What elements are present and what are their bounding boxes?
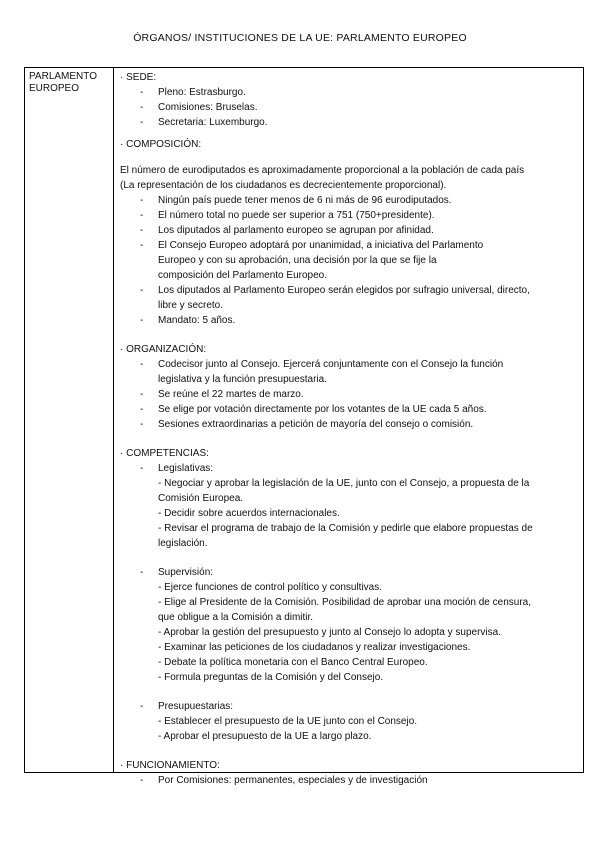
section-heading-composicion: · COMPOSICIÓN:	[120, 139, 202, 150]
competencias-presupuestarias	[120, 699, 575, 714]
row-label-line: PARLAMENTO	[29, 71, 97, 82]
row-label-line: EUROPEO	[29, 83, 80, 94]
list-item: - Supervisión:	[120, 565, 575, 580]
text-line: Comisión Europea.	[158, 493, 244, 504]
competencias-legislativas	[120, 461, 575, 476]
row-label-cell	[29, 71, 111, 95]
organizacion-list	[120, 357, 575, 432]
list-item: - Por Comisiones: permanentes, especiales y de investigación	[120, 773, 575, 788]
list-item: - Pleno: Estrasburgo.	[120, 85, 575, 100]
text-line: - Negociar y aprobar la legislación de la UE, junto con el Consejo, a propuesta de la	[158, 478, 530, 489]
list-item: - Sesiones extraordinarias a petición de mayoría del consejo o comisión.	[120, 417, 575, 432]
supervision-lines	[120, 580, 575, 685]
list-item: - Los diputados al parlamento europeo se agrupan por afinidad.	[120, 223, 575, 238]
text-line: - Revisar el programa de trabajo de la Comisión y pedirle que elabore propuestas de	[158, 523, 533, 534]
list-item: - Se reúne el 22 martes de marzo.	[120, 387, 575, 402]
list-item: - Ningún país puede tener menos de 6 ni más de 96 eurodiputados.	[120, 193, 575, 208]
list-item: - Legislativas:	[120, 461, 575, 476]
list-item: - Comisiones: Bruselas.	[120, 100, 575, 115]
list-item: - Presupuestarias:	[120, 699, 575, 714]
competencias-supervision	[120, 565, 575, 580]
section-heading-organizacion: · ORGANIZACIÓN:	[120, 344, 207, 355]
text-line: legislación.	[158, 538, 208, 549]
list-item: - Se elige por votación directamente por los votantes de la UE cada 5 años.	[120, 402, 575, 417]
column-divider	[113, 68, 114, 772]
list-item: - Codecisor junto al Consejo. Ejercerá conjuntamente con el Consejo la función legislativa y la función presupuestaria.	[120, 357, 575, 387]
content-cell	[120, 68, 575, 788]
sede-list	[120, 85, 575, 130]
text-line: - Debate la política monetaria con el Banco Central Europeo.	[158, 657, 428, 668]
list-item: - Secretaria: Luxemburgo.	[120, 115, 575, 130]
text-line: - Ejerce funciones de control político y consultivas.	[158, 582, 382, 593]
list-item: - Los diputados al Parlamento Europeo serán elegidos por sufragio universal, directo, libre y secreto.	[120, 283, 575, 313]
paragraph-line: El número de eurodiputados es aproximadamente proporcional a la población de cada país	[120, 165, 525, 176]
list-item: - El número total no puede ser superior a 751 (750+presidente).	[120, 208, 575, 223]
funcionamiento-list	[120, 773, 575, 788]
presupuestarias-lines	[120, 714, 575, 744]
text-line: - Examinar las peticiones de los ciudadanos y realizar investigaciones.	[158, 642, 471, 653]
composicion-list	[120, 193, 575, 328]
text-line: - Formula preguntas de la Comisión y del Consejo.	[158, 672, 384, 683]
text-line: - Elige al Presidente de la Comisión. Posibilidad de aprobar una moción de censura,	[158, 597, 531, 608]
content-table	[24, 67, 584, 786]
list-item: - El Consejo Europeo adoptará por unanimidad, a iniciativa del Parlamento Europeo y con su aprobación, una decisión por la que se fije la composición del Parlamento Europeo.	[120, 238, 575, 283]
text-line: que obligue a la Comisión a dimitir.	[158, 612, 314, 623]
legislativas-lines	[120, 476, 575, 551]
text-line: - Decidir sobre acuerdos internacionales.	[158, 508, 340, 519]
document-title: ÓRGANOS/ INSTITUCIONES DE LA UE: PARLAMENTO EUROPEO	[133, 32, 467, 44]
text-line: - Establecer el presupuesto de la UE junto con el Consejo.	[158, 716, 418, 727]
paragraph-line: (La representación de los ciudadanos es decrecientemente proporcional).	[120, 180, 447, 191]
section-heading-competencias: · COMPETENCIAS:	[120, 448, 209, 459]
list-item: - Mandato: 5 años.	[120, 313, 575, 328]
section-heading-funcionamiento: · FUNCIONAMIENTO:	[120, 760, 220, 771]
section-heading-sede: · SEDE:	[120, 72, 157, 83]
text-line: - Aprobar el presupuesto de la UE a largo plazo.	[158, 731, 372, 742]
text-line: - Aprobar la gestión del presupuesto y junto al Consejo lo adopta y supervisa.	[158, 627, 501, 638]
